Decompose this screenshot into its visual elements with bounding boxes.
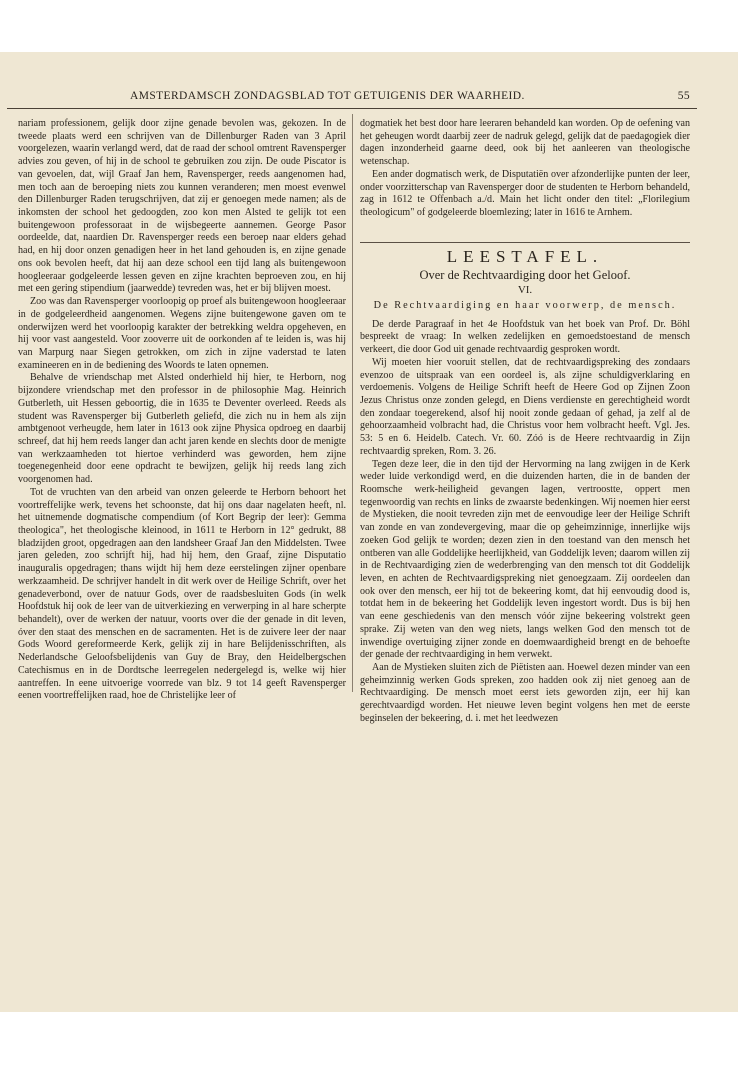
running-header: [100, 88, 690, 106]
publication-title: AMSTERDAMSCH ZONDAGSBLAD TOT GETUIGENIS DER WAARHEID.: [130, 90, 525, 102]
paragraph: Tegen deze leer, die in den tijd der Hervorming na lang zwijgen in de Kerk weder luide verkondigd werd, en die duizenden harten, die in de banden der Roomsche werk-heiligheid gevangen lagen, vertroostte, oppert men tegenwoordig van rechts en links de zwaarste bedenkingen. Wij noemen hier eerst de Mystieken, die nooit tevreden zijn met de eenvoudige leer der Heilige Schrift van zonde en van zondevergeving, maar die op geheimzinnige, innerlijke wijs zoeken God gelijk te worden; dezen zien in den toestand van den mensch het ontberen van alle Goddelijke heerlijkheid, van Goddelijk leven; daarom willen zij in de Rechtvaardiging zien de wederbrenging van den mensch tot dit Goddelijk leven, en achten de Rechtvaardigspreking niet genoegzaam. Zij oordeelen dan ook over den mensch, eer hij tot de bekeering komt, dat hij eenvoudig dood is, totdat hem in de bekeering het Goddelijk leven ingestort wordt. Dus is bij hen van eene geschiedenis van den mensch vóór zijne bekeering volstrekt geen sprake. Zij weten van den weg niets, langs welken God den mensch tot de inwendige overtuiging zijner zonde en doemwaardigheid brengt en de behoefte der genade der rechtvaardiging in hem verwekt.: [360, 458, 690, 661]
paragraph: De derde Paragraaf in het 4e Hoofdstuk van het boek van Prof. Dr. Böhl bespreekt de vraag: In welken zedelijken en gemoedstoestand de mensch verkeert, die door God uit genade rechtvaardig gesproken wordt.: [360, 318, 690, 356]
header-rule: [7, 108, 697, 109]
paragraph: Aan de Mystieken sluiten zich de Piëtisten aan. Hoewel dezen minder van een geheimzinnig werken Gods spreken, zoo hadden ook zij niet genoeg aan de Rechtvaardiging. De mensch moet eerst iets geworden zijn, eer hij kan gerechtvaardigd worden. Het nieuwe leven begint volgens hen met de eerste beginselen der bekeering, d. i. met het leedwezen: [360, 662, 690, 724]
section-heading: De Rechtvaardiging en haar voorwerp, de mensch.: [373, 299, 677, 311]
paragraph: Tot de vruchten van den arbeid van onzen geleerde te Herborn behoort het voortreffelijke werk, tevens het schoonste, dat hij ons daar nagelaten heeft, nl. het uitnemende dogmatische compendium (of Kort Begrip der leer): Gemma theologica", het theologische kleinood, in 1611 te Herborn in 12° gedrukt, 88 bladzijden groot, opgedragen aan den landsheer Graaf Jan den Middelsten. Twee jaren geleden, zoo schrijft hij, had hij hem, den Graaf, zijne Disputatio inauguralis opgedragen; thans wijdt hij hem deze eerstelingen zijner openbare werkzaamheid. De schrijver handelt in dit werk over de Heilige Schrift, over het genadeverbond, over de natuur Gods, over de raadsbesluiten Gods (in welk Hoofdstuk hij ook de leer van de uitverkiezing en verwerping in al hare scherpte behandelt), over de werken der natuur, voorts over die der genade in dit leven, óver den staat des menschen en de sacramenten. Het is de zuivere leer der naar Gods Woord gereformeerde Kerk, gelijk zij in hare Belijdenisschriften, als Nederlandsche Geloofsbelijdenis van Guy de Bray, den Heidelbergschen Catechismus en in de Dordtsche leerregelen nedergelegd is, welke wij hier aantreffen. In eene uitvoerige voorrede van blz. 9 tot 14 geeft Ravensperger eenen voortreffelijken raad, hoe de Christelijke leer of: [18, 486, 346, 702]
column-divider: [352, 114, 353, 692]
leestafel-heading: LEESTAFEL.: [360, 242, 690, 264]
left-column: [18, 118, 346, 703]
paragraph: Zoo was dan Ravensperger voorloopig op proef als buitengewoon hoogleeraar in de godgeleerdheid aangenomen. Wegens zijne buitengewone gaven om te onderwijzen werd het voorloopig karakter der betrekking weldra opgeheven, en hij voor vast aangesteld. Voor zooverre uit de oorkonden af te leiden is, was hij van Marpurg naar Siegen getrokken, om zich in zijne vaderstad te laten examineeren en in de bediening des Woords te laten opnemen.: [18, 296, 346, 371]
page-number: 55: [677, 90, 690, 102]
paragraph: nariam professionem, gelijk door zijne genade bevolen was, gekozen. In de tweede plaats werd een schrijven van de Dillenburger Raden van 3 April voorgelezen, waarin verlangd werd, dat de raad der school omtrent Ravensperger advies zou geven, of hij in de school te gebruiken zou zijn. De oude Piscator is van gevoelen, dat, wijl Graaf Jan hem, Ravensperger, reeds aangenomen had, men toch aan de beroeping niets zou kunnen veranderen; men moest evenwel den Dillenburger Raden terugschrijven, dat zij er genoegen mede namen; als de inkomsten der school het gedoogden, zoo kon men Alsted te gelijk tot een buitengewoon professoraat in de wijsbegeerte aannemen. George Pasor oordeelde, dat, naardien Dr. Ravensperger reeds een beroep naar elders gehad had, en hij door onzen genadigen heer in het land gehouden is, en zijne genade ons ook bevolen heeft, dat hij aan deze school een tijd lang als buitengewoon hoogleeraar godgeleerde lessen geven en zijne krachten beproeven zou, en hij met een gering stipendium (jaarwedde) tevreden was, het er bij blijven moest.: [18, 118, 346, 295]
paragraph: Wij moeten hier vooruit stellen, dat de rechtvaardigspreking des zondaars evenzoo de uitspraak van een oordeel is, als zijne schuldigverklaring en verdoemenis. Volgens de Heilige Schrift heeft de Heere God op Zijnen Zoon Jezus Christus onze zonden gelegd, en Diens verdienste en gerechtigheid wordt den zondaar toegerekend, alsof hij nooit zonde gedaan of gehad, ja zelf al de gehoorzaamheid volbracht had, die Christus voor hem volbracht heeft. Vgl. Jes. 53: 5 en 6. Heidelb. Catech. Vr. 60. Zóó is de Heere rechtvaardig in Zijn rechtvaardig spreken, Rom. 3. 26.: [360, 356, 690, 457]
right-column: [360, 118, 690, 726]
paragraph: Behalve de vriendschap met Alsted onderhield hij hier, te Herborn, nog bijzondere vriendschap met den professor in de philosophie Mag. Heinrich Gutberleth, uit Hessen geboortig, die in 1635 te Deventer overleed. Reeds als student was Ravensperger bij Gutberleth geliefd, die zich nu in hem als zijn ambtgenoot verheugde, hem later in 1613 ook zijne Physica opdroeg en daarbij schreef, dat hij hem reeds langer dan acht jaren kende en slechts door de menigte van werkzaamheden tot hiertoe verhinderd was geworden, hem zijne toegenegenheid door eene opdracht te bewijzen, gelijk hij reeds lang zich voorgenomen had.: [18, 372, 346, 486]
part-numeral: VI.: [517, 284, 533, 297]
paragraph: dogmatiek het best door hare leeraren behandeld kan worden. Op de oefening van het geheugen wordt daarbij zeer de nadruk gelegd, gelijk dat de paedagogiek dier dagen inzonderheid gaarne deed, ook bij het aanleeren van theologische wetenschap.: [360, 118, 690, 168]
newspaper-page: [0, 52, 738, 1012]
paragraph: Een ander dogmatisch werk, de Disputatiën over afzonderlijke punten der leer, onder voorzitterschap van Ravensperger door de studenten te Herborn behandeld, zag in 1612 te Offenbach a./d. Main het licht onder den titel: „Florilegium theologicum" of godgeleerde bloemlezing; later in 1616 te Arnhem.: [360, 168, 690, 219]
article-subtitle: Over de Rechtvaardiging door het Geloof.: [419, 268, 631, 283]
